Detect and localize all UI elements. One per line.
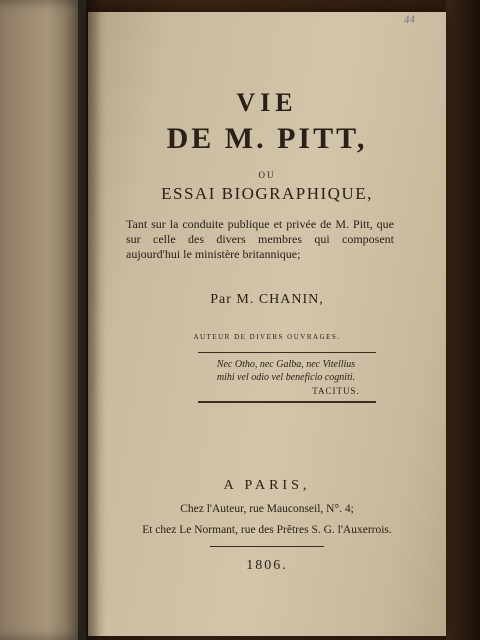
imprint-line-2: Et chez Le Normant, rue des Prêtres S. G. l'Auxerrois. (142, 524, 392, 536)
author-line: Par M. CHANIN, (210, 292, 324, 307)
title-line-2: DE M. PITT, (166, 122, 368, 155)
imprint-rule (210, 546, 324, 547)
left-page-edge (0, 0, 86, 640)
book-cover-edge (446, 0, 480, 640)
imprint-place: A PARIS, (223, 478, 311, 493)
imprint-line-1: Chez l'Auteur, rue Mauconseil, N°. 4; (180, 503, 354, 515)
pencil-annotation: 44 (403, 13, 416, 27)
imprint-year: 1806. (246, 558, 288, 573)
description: Tant sur la conduite publique et privée de M. Pitt, que sur celle des divers membres qui composent aujourd'hui le ministère britannique; (126, 217, 394, 261)
epigraph-top-rule (198, 352, 376, 353)
title-conjunction: OU (258, 170, 276, 180)
epigraph-bottom-rule (198, 401, 376, 403)
subtitle: ESSAI BIOGRAPHIQUE, (161, 184, 373, 203)
title-line-1: VIE (236, 88, 298, 117)
epigraph-line-2: mihi vel odio vel beneficio cogniti. (216, 372, 356, 383)
author-description: AUTEUR DE DIVERS OUVRAGES. (193, 333, 341, 341)
epigraph-line-1: Nec Otho, nec Galba, nec Vitellius (216, 359, 356, 370)
epigraph-attribution: TACITUS. (312, 386, 360, 396)
